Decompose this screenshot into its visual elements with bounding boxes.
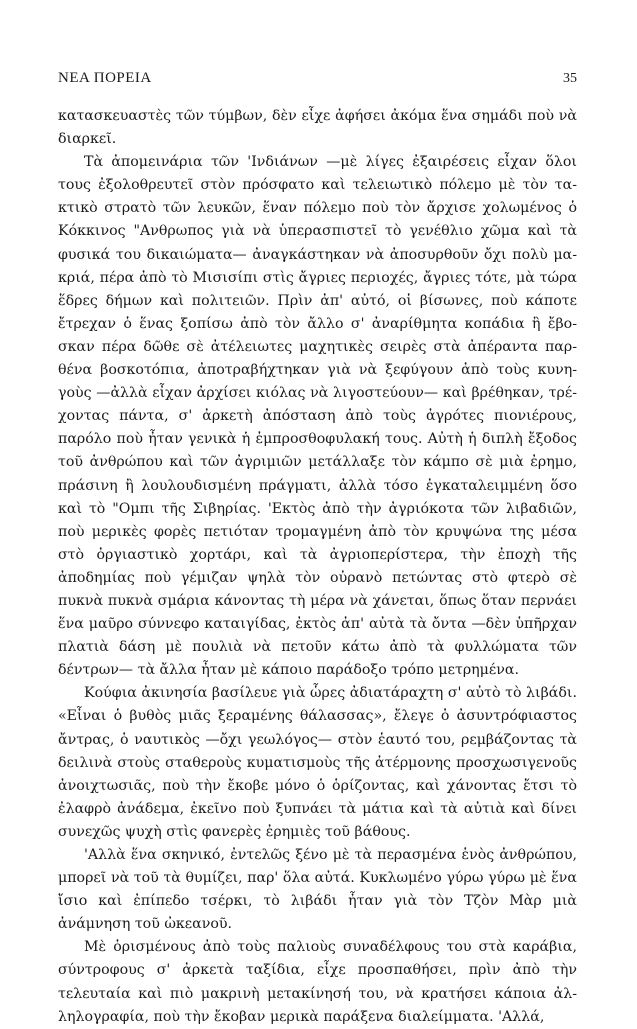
body-text [58,105,577,1029]
paragraph: Κούφια ἀκινησία βασίλευε γιὰ ὧρες ἀδιατάραχτη σ' αὐτὸ τὸ λιβάδι. «Εἶναι ὁ βυθὸς μιᾶς ξεραμένης θάλασσας», ἔλεγε ὁ ἀσυντρόφιαστος ἄντρας, ὁ ναυτικὸς —ὄχι γεωλόγος— στὸν ἑαυτό του, ρεμβάζοντας τὰ δειλινὰ στοὺς σταθεροὺς κυματισμοὺς τῆς ἀτέρμονης προσχωσιγενοῦς ἀνοιχτωσιᾶς, ποὺ τὴν ἔκοβε μόνο ὁ ὁρίζοντας, καὶ χάνοντας ἔτσι τὸ ἐλαφρὸ ἀνάδεμα, ἐκεῖνο ποὺ ξυπνάει τὰ μάτια καὶ τὰ αὐτιὰ καὶ δίνει συνεχῶς ψυχὴ στὶς φανερὲς ἐρημιὲς τοῦ βάθους. [58,685,577,840]
page-number: 35 [563,71,577,86]
paragraph: 'Αλλὰ ἕνα σκηνικό, ἐντελῶς ξένο μὲ τὰ περασμένα ἑνὸς ἀνθρώπου, μπορεῖ νὰ τοῦ τὰ θυμίζει, παρ' ὅλα αὐτά. Κυκλωμένο γύρω γύρω μὲ ἕνα ἴσιο καὶ ἐπίπεδο τσέρκι, τὸ λιβάδι ἦταν γιὰ τὸν Τζὸν Μὰρ μιὰ ἀνάμνηση τοῦ ὠκεανοῦ. [58,847,577,933]
paragraph-continuation: κατασκευαστὲς τῶν τύμβων, δὲν εἶχε ἀφήσει ἀκόμα ἕνα σημάδι ποὺ νὰ διαρκεῖ. [58,108,577,148]
running-header [58,70,577,87]
paragraph: Τὰ ἀπομεινάρια τῶν 'Ινδιάνων —μὲ λίγες ἐξαιρέσεις εἶχαν ὅλοι τους ἐξολοθρευτεῖ στὸν πρόσφατο καὶ τελειωτικὸ πόλεμο μὲ τὸν τακτικὸ στρατὸ τῶν λευκῶν, ἕναν πόλεμο ποὺ τὸν ἄρχισε χολωμένος ὁ Κόκκινος "Ανθρωπος γιὰ νὰ ὑπερασπιστεῖ τὸ γενέθλιο χῶμα καὶ τὰ φυσικά του δικαιώματα— ἀναγκάστηκαν νὰ ἀποσυρθοῦν ὄχι πολὺ μακριά, πέρα ἀπὸ τὸ Μισισίπι στὶς ἄγριες περιοχές, ἄγριες τότε, μὰ τώρα ἕδρες δήμων καὶ πολιτειῶν. Πρὶν ἀπ' αὐτό, οἱ βίσωνες, ποὺ κάποτε ἔτρεχαν ὁ ἕνας ξοπίσω ἀπὸ τὸν ἄλλο σ' ἀναρίθμητα κοπάδια ἢ ἔβοσκαν πέρα δῶθε σὲ ἀτέλειωτες μαχητικὲς σειρὲς στὰ ἀπέραντα παρθένα βοσκοτόπια, ἀποτραβήχτηκαν γιὰ νὰ ξεφύγουν ἀπὸ τοὺς κυνηγοὺς —ἀλλὰ εἶχαν ἀρχίσει κιόλας νὰ λιγοστεύουν— καὶ βρέθηκαν, τρέχοντας πάντα, σ' ἀρκετὴ ἀπόσταση ἀπὸ τοὺς ἀγρότες πιονιέρους, παρόλο ποὺ ἦταν γενικὰ ἡ ἐμπροσθοφυλακή τους. Αὐτὴ ἡ διπλὴ ἔξοδος τοῦ ἀνθρώπου καὶ τῶν ἀγριμιῶν μετάλλαξε τὸν κάμπο σὲ μιὰ ἐρημο, πράσινη ἢ λουλουδισμένη πράγματι, ἀλλὰ τόσο ἐγκαταλειμμένη ὅσο καὶ τὸ "Ομπι τῆς Σιβηρίας. 'Εκτὸς ἀπὸ τὴν ἀγριόκοτα τῶν λιβαδιῶν, ποὺ μερικὲς φορὲς πετιόταν τρομαγμένη ἀπὸ τὸν κρυψώνα της μέσα στὸ ὀργιαστικὸ χορτάρι, καὶ τὰ ἀγριοπερίστερα, τὴν ἐποχὴ τῆς ἀποδημίας ποὺ γέμιζαν ψηλὰ τὸν οὐρανὸ πετώντας στὸ φτερὸ σὲ πυκνὰ πυκνὰ σμάρια κάνοντας τὴ μέρα νὰ χάνεται, ὅπως ὅταν περνάει ἕνα μαῦρο σύννεφο καταιγίδας, ἐκτὸς ἀπ' αὐτὰ τὰ ὄντα —δὲν ὑπῆρχαν πλατιὰ δάση μὲ πουλιὰ νὰ πετοῦν κάτω ἀπὸ τὰ φυλλώματα τῶν δέντρων— τὰ ἄλλα ἦταν μὲ κάποιο παράδοξο τρόπο μετρημένα. [58,154,577,679]
running-title: ΝΕΑ ΠΟΡΕΙΑ [58,70,152,86]
paragraph: Μὲ ὁρισμένους ἀπὸ τοὺς παλιοὺς συναδέλφους του στὰ καράβια, σύντροφους σ' ἀρκετὰ ταξίδια, εἶχε προσπαθήσει, πρὶν ἀπὸ τὴν τελευταία καὶ πιὸ μακρινὴ μετακίνησή του, νὰ κρατήσει κάποια ἀλληλογραφία, ποὺ τὴν ἔκοβαν μερικὰ παράξενα διαλείμματα. 'Αλλά, [58,939,577,1025]
